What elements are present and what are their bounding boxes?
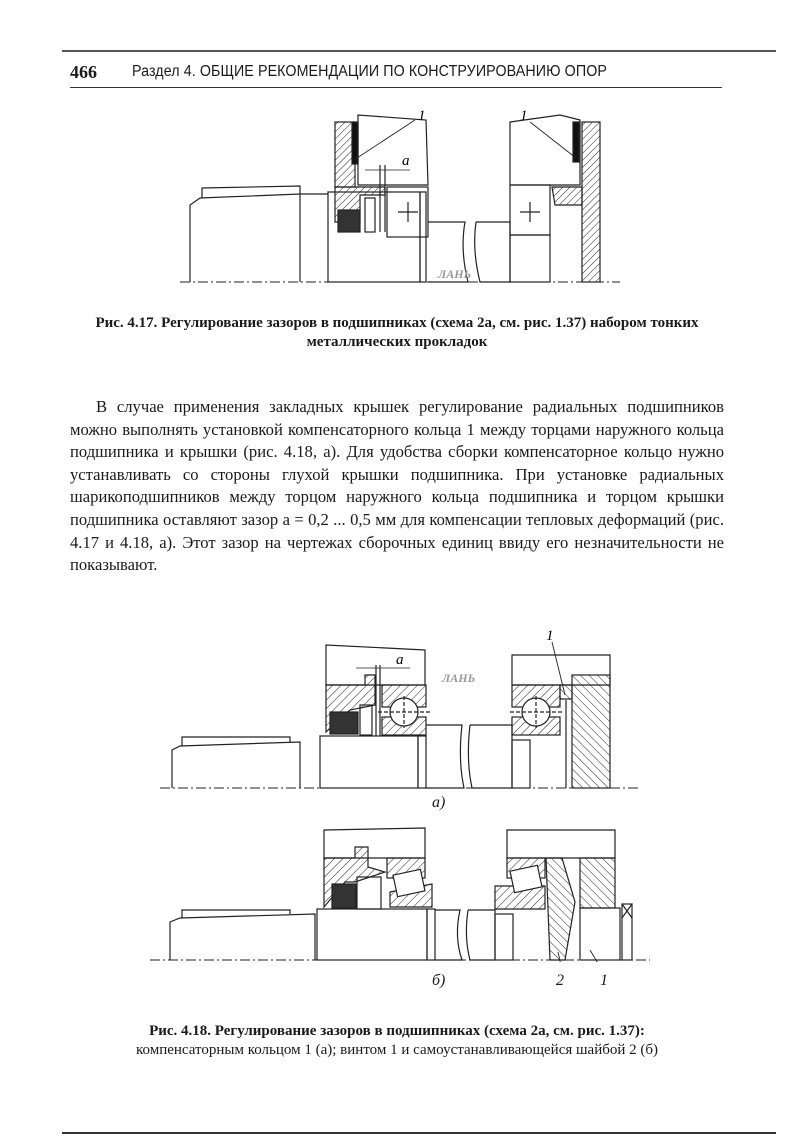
label-1-b: 1 <box>600 972 608 989</box>
watermark: ЛАНЬ <box>438 267 472 281</box>
page-number: 466 <box>70 62 97 82</box>
sub-label-b: б) <box>432 972 446 989</box>
bottom-rule <box>62 1132 776 1134</box>
label-1-a: 1 <box>546 628 554 644</box>
section-title: Раздел 4. ОБЩИЕ РЕКОМЕНДАЦИИ ПО КОНСТРУИРОВАНИЮ ОПОР <box>132 63 607 80</box>
figure-4-17-caption: Рис. 4.17. Регулирование зазоров в подшипниках (схема 2а, см. рис. 1.37) набором тонких металлических прокладок <box>95 315 699 350</box>
label-1-right: 1 <box>520 110 528 124</box>
figure-4-18b-drawing <box>150 822 650 962</box>
top-rule <box>62 50 776 52</box>
label-1-left: 1 <box>418 110 426 124</box>
label-gap-a: a <box>402 153 410 169</box>
caption-bold: Рис. 4.18. Регулирование зазоров в подшипниках (схема 2а, см. рис. 1.37): <box>149 1023 645 1039</box>
sub-label-a: а) <box>432 794 446 811</box>
caption-normal: компенсаторным кольцом 1 (а); винтом 1 и самоустанавливающейся шайбой 2 (б) <box>135 1042 659 1058</box>
page-header <box>70 60 730 86</box>
label-gap-a: a <box>396 652 404 668</box>
header-rule <box>70 87 722 88</box>
label-2-b: 2 <box>556 972 564 989</box>
figure-4-18-caption <box>70 1022 724 1060</box>
body-paragraph: В случае применения закладных крышек регулирование радиальных подшипников можно выполнять установкой компенсаторного кольца 1 между торцами наружного кольца подшипника и крышки (рис. 4.18, а). Для удобства сборки компенсаторное кольцо нужно устанавливать со стороны глухой крышки подшипника. При установке радиальных шарикоподшипников между торцом наружного кольца подшипника и торцом крышки подшипника оставляют зазор a = 0,2 ... 0,5 мм для компенсации тепловых деформаций (рис. 4.17 и 4.18, а). Этот зазор на чертежах сборочных единиц ввиду его незначительности не показывают. <box>70 397 724 575</box>
figure-4-17-drawing <box>180 110 620 290</box>
figure-4-18a-drawing <box>160 620 640 795</box>
watermark: ЛАНЬ <box>442 671 476 685</box>
